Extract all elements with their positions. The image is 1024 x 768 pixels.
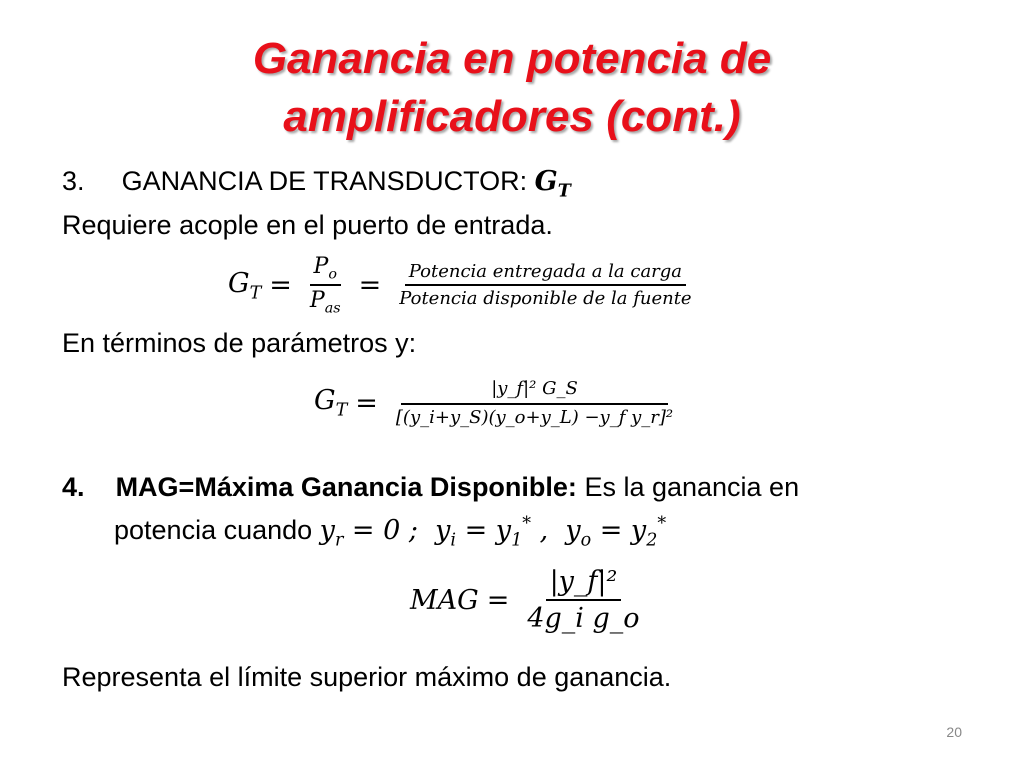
eq1-lhs: $G_T$ [228, 267, 262, 304]
equation-mag: MAG = $\frac{\text{|y\_f|²}}{\text{4g\_i g\_o}}$ [410, 566, 650, 634]
eq3-fraction: $\frac{\text{|y\_f|²}}{\text{4g\_i g\_o}}$ [527, 566, 640, 634]
item-4-line-1 [62, 472, 799, 503]
item-4-number: 4. [62, 472, 85, 502]
eq2-fraction: $\frac{\text{|y\_f|² G\_S}}{\text{[(y\_i+y\_S)(y\_o+y\_L) −y\_f y\_r]²}}$ [395, 378, 674, 428]
eq1-power-fraction: $\frac{P_o}{P_{as}}$ [309, 254, 341, 317]
slide-number: 20 [946, 724, 962, 740]
item-4-heading: MAG=Máxima Ganancia Disponible: [115, 472, 577, 502]
item-3-heading [62, 166, 571, 201]
y-params-text: En términos de parámetros y: [62, 328, 417, 358]
slide-title [0, 30, 1024, 146]
item-3-heading-text: GANANCIA DE TRANSDUCTOR: [121, 166, 535, 196]
item-3-number: 3. [62, 166, 85, 196]
equation-transducer-gain: $G_T$ = $\frac{P_o}{P_{as}}$ = $\frac{\text{Potencia entregada a la carga}}{\text{Potencia disponible de la fuente}}$ [228, 254, 702, 317]
gt-symbol: $G_T$ [534, 166, 571, 202]
eq3-lhs: MAG [410, 584, 479, 616]
title-line-2: amplificadores (cont.) [283, 92, 741, 141]
eq2-lhs: $G_T$ [314, 385, 348, 421]
limit-text: Representa el límite superior máximo de ganancia. [62, 662, 672, 692]
equation-gt-y-params: $G_T$ = $\frac{\text{|y\_f|² G\_S}}{\text{[(y\_i+y\_S)(y\_o+y\_L) −y\_f y\_r]²}}$ [314, 378, 683, 428]
item-4-line-2: potencia cuando $y_r = 0$ ; $y_i = y_1^*$ , $y_o = y_2^*$ [114, 514, 667, 551]
item-4-text: Es la ganancia en [576, 472, 800, 502]
title-line-1: Ganancia en potencia de [252, 34, 772, 83]
eq1-text-fraction: $\frac{\text{Potencia entregada a la carga}}{\text{Potencia disponible de la fuente}}$ [399, 261, 692, 310]
input-match-text: Requiere acople en el puerto de entrada. [62, 210, 553, 240]
